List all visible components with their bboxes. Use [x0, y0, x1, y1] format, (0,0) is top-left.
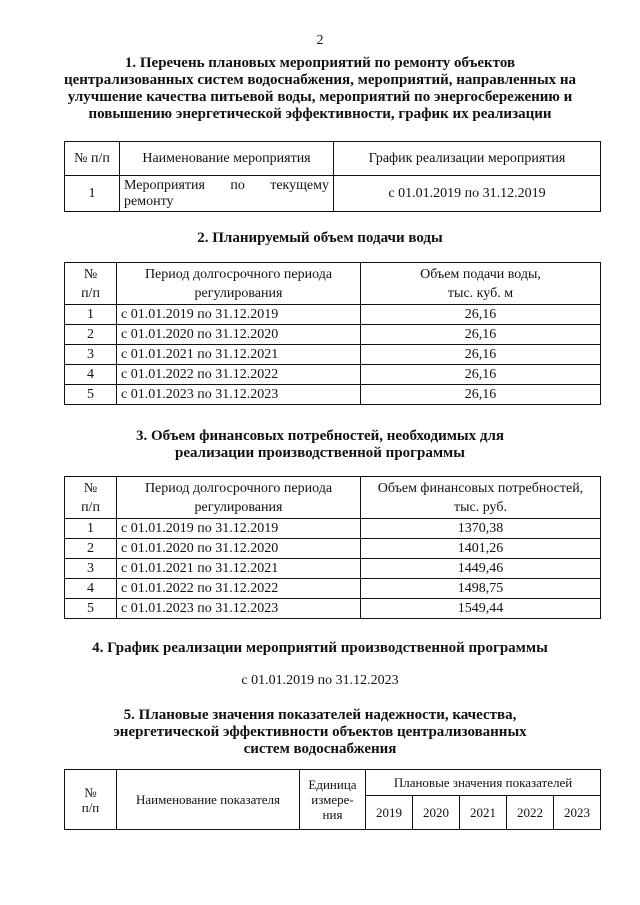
- section2-title: 2. Планируемый объем подачи воды: [197, 230, 443, 246]
- section5-title-line: энергетической эффективности объектов централизованных: [113, 724, 527, 740]
- cell-period: с 01.01.2023 по 31.12.2023: [117, 599, 361, 619]
- header-year: 2020: [413, 796, 460, 830]
- table-row: [65, 579, 601, 599]
- table-row: [65, 345, 601, 365]
- header-period: [117, 263, 361, 305]
- cell-period: с 01.01.2023 по 31.12.2023: [117, 385, 361, 405]
- cell-name-line2: ремонту: [124, 193, 174, 209]
- header-name: Наименование мероприятия: [120, 142, 334, 176]
- cell-num: 1: [65, 305, 117, 325]
- header-num-line: №: [84, 784, 97, 800]
- section4-schedule: с 01.01.2019 по 31.12.2023: [241, 673, 399, 688]
- cell-name: [120, 176, 334, 212]
- section1-title-line: повышению энергетической эффективности, график их реализации: [88, 106, 552, 122]
- header-unit-line: ния: [322, 807, 343, 822]
- cell-num: 2: [65, 325, 117, 345]
- cell-value: 26,16: [361, 325, 601, 345]
- header-period-line: регулирования: [194, 499, 283, 515]
- header-num-line: №: [83, 480, 98, 496]
- header-unit: [300, 770, 366, 830]
- cell-num: 4: [65, 365, 117, 385]
- word: Мероприятия: [124, 177, 205, 193]
- cell-value: 26,16: [361, 345, 601, 365]
- cell-value: 26,16: [361, 385, 601, 405]
- header-period-line: регулирования: [194, 285, 283, 301]
- table-row: [65, 365, 601, 385]
- cell-value: 1498,75: [361, 579, 601, 599]
- cell-period: с 01.01.2021 по 31.12.2021: [117, 559, 361, 579]
- cell-num: 1: [65, 519, 117, 539]
- section5-title-line: 5. Плановые значения показателей надежности, качества,: [123, 707, 517, 723]
- header-num-line: п/п: [81, 499, 100, 515]
- header-num-line: №: [83, 266, 98, 282]
- header-schedule: График реализации мероприятия: [334, 142, 601, 176]
- table-row: [65, 539, 601, 559]
- cell-num: 4: [65, 579, 117, 599]
- header-num: № п/п: [65, 142, 120, 176]
- header-num-line: п/п: [81, 285, 100, 301]
- cell-value: 1370,38: [361, 519, 601, 539]
- header-unit-line: Единица: [308, 777, 357, 792]
- header-period: [117, 477, 361, 519]
- section5-title-line: систем водоснабжения: [243, 741, 397, 757]
- section3-title-line: реализации производственной программы: [175, 445, 465, 461]
- section3-title: [0, 428, 640, 462]
- word: по: [230, 177, 245, 193]
- cell-period: с 01.01.2022 по 31.12.2022: [117, 579, 361, 599]
- section1-title: [0, 55, 640, 123]
- table-row: [65, 519, 601, 539]
- header-value-line: тыс. руб.: [454, 499, 507, 515]
- cell-num: 5: [65, 599, 117, 619]
- section1-title-line: централизованных систем водоснабжения, мероприятий, направленных на: [63, 72, 577, 88]
- section5-table: [64, 769, 601, 830]
- table-row: [65, 385, 601, 405]
- header-year: 2023: [554, 796, 601, 830]
- cell-value: 26,16: [361, 305, 601, 325]
- header-value-line: Объем подачи воды,: [420, 266, 541, 282]
- header-period-line: Период долгосрочного периода: [144, 480, 333, 496]
- header-year: 2019: [366, 796, 413, 830]
- cell-value: 1449,46: [361, 559, 601, 579]
- section1-title-line: 1. Перечень плановых мероприятий по ремонту объектов: [124, 55, 516, 71]
- cell-num: 3: [65, 559, 117, 579]
- cell-schedule: с 01.01.2019 по 31.12.2019: [334, 176, 601, 212]
- header-period-line: Период долгосрочного периода: [144, 266, 333, 282]
- section5-title: [0, 707, 640, 758]
- header-value-line: Объем финансовых потребностей,: [377, 480, 584, 496]
- table-row: [65, 599, 601, 619]
- cell-num: 2: [65, 539, 117, 559]
- header-value: [361, 263, 601, 305]
- header-planned-values: Плановые значения показателей: [366, 770, 601, 796]
- cell-period: с 01.01.2020 по 31.12.2020: [117, 539, 361, 559]
- section3-table: [64, 476, 601, 619]
- table-row: [65, 559, 601, 579]
- cell-value: 1549,44: [361, 599, 601, 619]
- section2-table: [64, 262, 601, 405]
- cell-period: с 01.01.2022 по 31.12.2022: [117, 365, 361, 385]
- header-unit-line: измере-: [311, 792, 354, 807]
- table-row: [65, 325, 601, 345]
- cell-num: 3: [65, 345, 117, 365]
- cell-name-line1: [124, 178, 329, 194]
- header-num-line: п/п: [81, 799, 100, 815]
- header-num: [65, 477, 117, 519]
- section1-title-line: улучшение качества питьевой воды, мероприятий по энергосбережению и: [67, 89, 573, 105]
- header-year: 2022: [507, 796, 554, 830]
- table-row: [65, 305, 601, 325]
- header-num: [65, 263, 117, 305]
- section1-table: [64, 141, 601, 212]
- header-num: [65, 770, 117, 830]
- cell-period: с 01.01.2020 по 31.12.2020: [117, 325, 361, 345]
- section3-title-line: 3. Объем финансовых потребностей, необходимых для: [135, 428, 505, 444]
- cell-period: с 01.01.2019 по 31.12.2019: [117, 519, 361, 539]
- page-number: 2: [316, 33, 324, 48]
- header-value: [361, 477, 601, 519]
- word: текущему: [270, 177, 329, 193]
- cell-period: с 01.01.2019 по 31.12.2019: [117, 305, 361, 325]
- cell-period: с 01.01.2021 по 31.12.2021: [117, 345, 361, 365]
- cell-value: 26,16: [361, 365, 601, 385]
- section4-title: 4. График реализации мероприятий производственной программы: [92, 640, 548, 656]
- header-value-line: тыс. куб. м: [447, 285, 514, 301]
- header-indicator-name: Наименование показателя: [117, 770, 300, 830]
- table-row: [65, 176, 601, 212]
- header-year: 2021: [460, 796, 507, 830]
- cell-num: 5: [65, 385, 117, 405]
- cell-num: 1: [65, 176, 120, 212]
- cell-value: 1401,26: [361, 539, 601, 559]
